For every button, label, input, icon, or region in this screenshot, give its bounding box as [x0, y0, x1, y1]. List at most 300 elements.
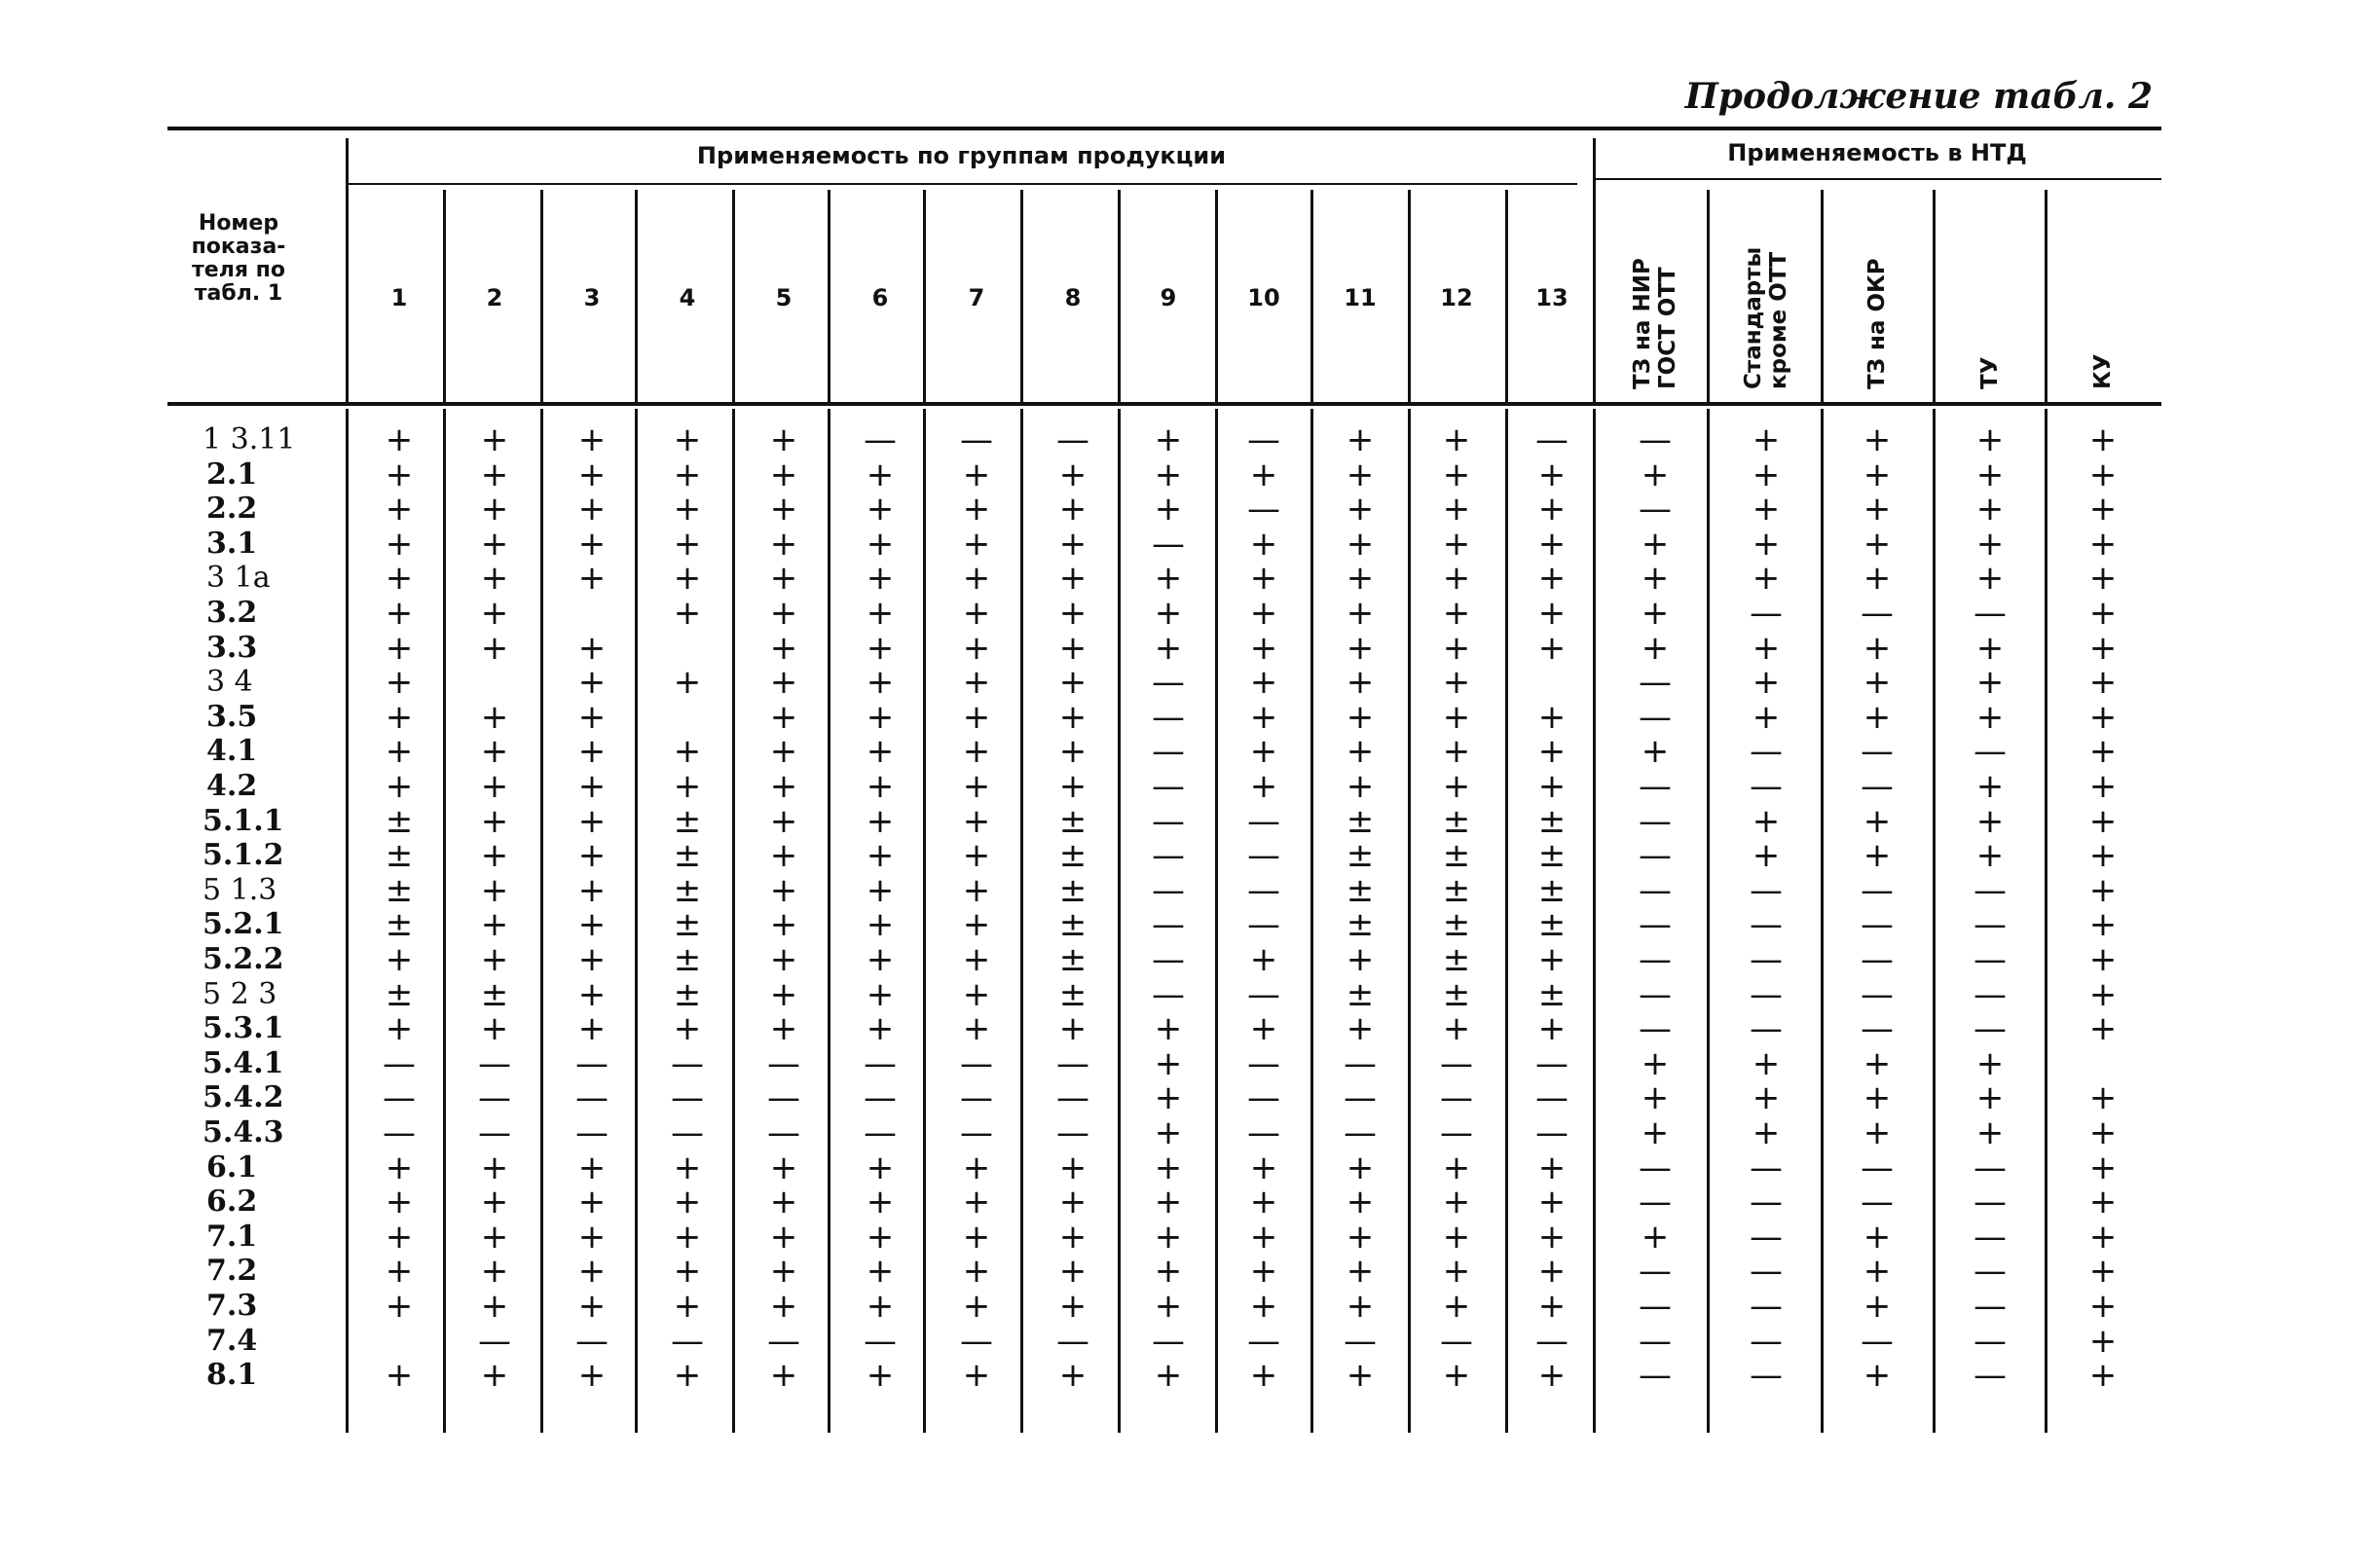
- table-cell: —: [1974, 1356, 2007, 1396]
- table-cell: +: [480, 870, 509, 910]
- row-number-header: Номер показа- теля по табл. 1: [191, 211, 286, 306]
- table-cell: +: [866, 663, 895, 703]
- column-divider-header: [1408, 190, 1411, 402]
- table-cell: +: [673, 594, 702, 633]
- table-cell: +: [1346, 1217, 1375, 1257]
- table-cell: +: [2088, 836, 2118, 876]
- table-cell: —: [1535, 1043, 1568, 1083]
- table-cell: +: [769, 1252, 798, 1292]
- table-cell: —: [1152, 524, 1185, 564]
- table-cell: ±: [673, 801, 702, 841]
- table-cell: +: [1863, 420, 1892, 459]
- table-cell: —: [1974, 1287, 2007, 1326]
- table-cell: +: [385, 594, 414, 633]
- table-cell: —: [1974, 732, 2007, 772]
- row-label: 3.3: [206, 630, 258, 665]
- table-cell: +: [1346, 767, 1375, 806]
- table-cell: +: [866, 697, 895, 737]
- table-cell: +: [962, 594, 991, 633]
- table-cell: +: [480, 801, 509, 841]
- table-cell: +: [769, 559, 798, 599]
- table-cell: —: [1247, 1321, 1280, 1361]
- table-cell: +: [962, 940, 991, 979]
- table-cell: +: [480, 1148, 509, 1187]
- table-cell: —: [1639, 1287, 1672, 1326]
- table-cell: +: [480, 1252, 509, 1292]
- ntd-column-header-line: ТЗ на НИР: [1630, 258, 1655, 389]
- table-cell: +: [2088, 663, 2118, 703]
- column-divider-body: [1593, 409, 1596, 1433]
- table-cell: +: [1863, 663, 1892, 703]
- table-cell: —: [864, 420, 897, 459]
- table-cell: +: [385, 1217, 414, 1257]
- group-applicability-title: Применяемость по группам продукции: [696, 142, 1227, 169]
- row-label: 7.4: [206, 1323, 258, 1358]
- table-cell: +: [1442, 524, 1471, 564]
- table-cell: +: [577, 974, 607, 1014]
- table-cell: +: [1249, 559, 1278, 599]
- table-cell: +: [962, 732, 991, 772]
- table-cell: +: [385, 1009, 414, 1049]
- table-cell: +: [769, 1148, 798, 1187]
- table-cell: —: [1750, 732, 1783, 772]
- table-cell: —: [1440, 1043, 1473, 1083]
- column-divider-header: [1933, 190, 1936, 402]
- table-cell: ±: [1346, 974, 1375, 1014]
- table-cell: +: [1346, 559, 1375, 599]
- table-cell: ±: [1442, 801, 1471, 841]
- table-cell: —: [1750, 1321, 1783, 1361]
- column-divider-body: [1215, 409, 1218, 1433]
- row-label: 1 3.11: [203, 422, 296, 456]
- table-cell: +: [1641, 1078, 1670, 1118]
- group-column-number: 5: [775, 284, 793, 311]
- table-cell: +: [673, 559, 702, 599]
- table-cell: +: [1346, 420, 1375, 459]
- table-cell: +: [1249, 524, 1278, 564]
- row-label: 4.1: [206, 734, 258, 769]
- table-cell: +: [1863, 1356, 1892, 1396]
- row-label: 5.1.2: [203, 838, 284, 873]
- table-cell: +: [1863, 836, 1892, 876]
- table-cell: —: [1750, 1148, 1783, 1187]
- table-cell: +: [1752, 697, 1781, 737]
- table-cell: —: [1056, 420, 1089, 459]
- table-cell: +: [1058, 732, 1088, 772]
- table-cell: +: [2088, 559, 2118, 599]
- group-column-number: 8: [1064, 284, 1082, 311]
- table-cell: +: [769, 490, 798, 529]
- table-cell: +: [1863, 1043, 1892, 1083]
- table-cell: +: [577, 697, 607, 737]
- table-cell: +: [385, 1183, 414, 1222]
- table-cell: +: [1641, 1217, 1670, 1257]
- group-column-number: 11: [1344, 284, 1377, 311]
- table-cell: +: [962, 1148, 991, 1187]
- table-cell: +: [1058, 628, 1088, 668]
- table-cell: —: [960, 1321, 993, 1361]
- column-divider-header: [1118, 190, 1121, 402]
- table-cell: +: [962, 1287, 991, 1326]
- table-cell: +: [577, 801, 607, 841]
- table-cell: +: [1442, 697, 1471, 737]
- table-cell: +: [769, 836, 798, 876]
- row-label: 5 2 3: [203, 976, 277, 1011]
- table-cell: +: [1975, 697, 2005, 737]
- table-cell: +: [1752, 801, 1781, 841]
- table-cell: +: [385, 524, 414, 564]
- ntd-header-rule: [1593, 178, 2161, 180]
- table-cell: +: [1537, 732, 1567, 772]
- column-divider-header: [540, 190, 543, 402]
- table-cell: +: [2088, 905, 2118, 945]
- table-cell: +: [577, 490, 607, 529]
- table-cell: +: [866, 732, 895, 772]
- table-cell: —: [1861, 767, 1894, 806]
- row-label: 7.1: [206, 1219, 258, 1254]
- table-cell: +: [2088, 870, 2118, 910]
- table-cell: +: [866, 628, 895, 668]
- table-cell: +: [673, 767, 702, 806]
- table-cell: —: [1152, 905, 1185, 945]
- table-cell: +: [673, 1217, 702, 1257]
- ntd-applicability-title: Применяемость в НТД: [1727, 139, 2027, 166]
- table-cell: +: [769, 1183, 798, 1222]
- table-cell: +: [962, 1217, 991, 1257]
- table-cell: +: [577, 663, 607, 703]
- table-cell: +: [2088, 1217, 2118, 1257]
- table-cell: +: [1058, 1148, 1088, 1187]
- table-cell: +: [1752, 628, 1781, 668]
- table-cell: +: [866, 801, 895, 841]
- table-cell: +: [1537, 524, 1567, 564]
- table-cell: +: [962, 490, 991, 529]
- table-cell: +: [1537, 1148, 1567, 1187]
- table-cell: +: [1058, 1217, 1088, 1257]
- table-cell: +: [577, 836, 607, 876]
- table-cell: +: [1975, 663, 2005, 703]
- table-cell: +: [673, 455, 702, 494]
- column-divider-header: [1593, 138, 1596, 402]
- group-column-number: 9: [1160, 284, 1177, 311]
- column-divider-header: [1505, 190, 1508, 402]
- table-cell: —: [864, 1321, 897, 1361]
- table-cell: —: [575, 1078, 609, 1118]
- table-cell: +: [866, 974, 895, 1014]
- table-cell: ±: [1058, 974, 1088, 1014]
- table-cell: ±: [1346, 870, 1375, 910]
- ntd-column-header-line: ГОСТ ОТТ: [1655, 267, 1680, 389]
- table-cell: +: [1442, 1356, 1471, 1396]
- table-cell: [658, 631, 717, 666]
- table-cell: +: [1154, 1356, 1183, 1396]
- table-cell: +: [480, 940, 509, 979]
- table-cell: +: [1442, 1217, 1471, 1257]
- table-cell: —: [1750, 870, 1783, 910]
- column-divider-header: [732, 190, 735, 402]
- table-cell: +: [1154, 1252, 1183, 1292]
- table-cell: +: [577, 455, 607, 494]
- table-cell: +: [866, 559, 895, 599]
- table-cell: —: [1750, 1356, 1783, 1396]
- table-cell: +: [673, 1183, 702, 1222]
- table-cell: +: [866, 490, 895, 529]
- table-cell: +: [2088, 1252, 2118, 1292]
- table-cell: ±: [673, 940, 702, 979]
- table-cell: —: [1152, 663, 1185, 703]
- table-cell: +: [1975, 490, 2005, 529]
- table-cell: +: [1154, 1113, 1183, 1152]
- table-cell: +: [1346, 1287, 1375, 1326]
- table-cell: —: [1440, 1321, 1473, 1361]
- row-label: 3 1a: [206, 561, 271, 596]
- table-cell: ±: [385, 836, 414, 876]
- table-cell: +: [385, 628, 414, 668]
- table-cell: —: [1750, 1009, 1783, 1049]
- table-cell: ±: [1442, 905, 1471, 945]
- table-cell: +: [1346, 455, 1375, 494]
- table-cell: +: [2088, 420, 2118, 459]
- table-cell: +: [1537, 455, 1567, 494]
- table-cell: +: [1346, 1356, 1375, 1396]
- table-cell: +: [1641, 1113, 1670, 1152]
- table-cell: —: [1152, 870, 1185, 910]
- table-cell: +: [1154, 1043, 1183, 1083]
- table-cell: —: [1974, 974, 2007, 1014]
- table-cell: +: [2088, 524, 2118, 564]
- table-cell: +: [1641, 524, 1670, 564]
- table-cell: +: [480, 732, 509, 772]
- table-cell: —: [671, 1043, 704, 1083]
- table-cell: +: [1641, 559, 1670, 599]
- table-cell: +: [1863, 490, 1892, 529]
- table-cell: ±: [1058, 940, 1088, 979]
- table-cell: +: [1154, 1009, 1183, 1049]
- table-cell: —: [1639, 870, 1672, 910]
- table-cell: —: [1639, 420, 1672, 459]
- table-cell: +: [1346, 1148, 1375, 1187]
- table-cell: +: [1346, 1009, 1375, 1049]
- table-cell: +: [480, 1009, 509, 1049]
- table-cell: —: [960, 1078, 993, 1118]
- table-cell: +: [1752, 559, 1781, 599]
- table-cell: +: [1752, 524, 1781, 564]
- table-cell: +: [2088, 1321, 2118, 1361]
- table-cell: +: [1752, 1043, 1781, 1083]
- ntd-column-header-line: ТЗ на ОКР: [1864, 258, 1890, 389]
- table-cell: —: [1861, 940, 1894, 979]
- table-cell: +: [1442, 1148, 1471, 1187]
- table-cell: +: [2088, 1183, 2118, 1222]
- row-label: 7.3: [206, 1289, 258, 1323]
- row-label: 3.2: [206, 596, 258, 630]
- table-cell: ±: [1537, 905, 1567, 945]
- column-divider-body: [2045, 409, 2047, 1433]
- table-cell: ±: [385, 974, 414, 1014]
- table-cell: +: [1058, 1356, 1088, 1396]
- table-cell: +: [1442, 1252, 1471, 1292]
- table-cell: +: [1537, 1252, 1567, 1292]
- table-cell: —: [1247, 1078, 1280, 1118]
- column-divider-header: [1020, 190, 1023, 402]
- table-cell: +: [577, 628, 607, 668]
- column-divider-body: [1505, 409, 1508, 1433]
- table-cell: —: [1247, 1043, 1280, 1083]
- table-cell: —: [1861, 905, 1894, 945]
- table-cell: +: [769, 628, 798, 668]
- table-cell: ±: [1442, 974, 1471, 1014]
- table-cell: +: [1641, 732, 1670, 772]
- table-cell: ±: [1058, 870, 1088, 910]
- table-cell: +: [1537, 940, 1567, 979]
- table-cell: +: [1863, 1217, 1892, 1257]
- table-cell: —: [1861, 1148, 1894, 1187]
- table-cell: +: [1975, 801, 2005, 841]
- table-cell: +: [1537, 1217, 1567, 1257]
- table-cell: ±: [480, 974, 509, 1014]
- table-cell: +: [1752, 1113, 1781, 1152]
- table-cell: +: [385, 1252, 414, 1292]
- table-cell: +: [866, 905, 895, 945]
- column-divider-body: [1933, 409, 1936, 1433]
- table-cell: +: [2088, 1078, 2118, 1118]
- table-cell: +: [577, 1148, 607, 1187]
- table-cell: —: [383, 1043, 416, 1083]
- table-cell: +: [769, 801, 798, 841]
- table-cell: +: [1442, 767, 1471, 806]
- table-cell: —: [1750, 974, 1783, 1014]
- column-divider-body: [1408, 409, 1411, 1433]
- table-cell: —: [1639, 1252, 1672, 1292]
- group-column-number: 2: [486, 284, 503, 311]
- table-cell: +: [385, 1287, 414, 1326]
- table-cell: +: [1058, 1183, 1088, 1222]
- table-cell: —: [864, 1113, 897, 1152]
- table-cell: +: [2088, 594, 2118, 633]
- table-cell: —: [1535, 1321, 1568, 1361]
- table-cell: +: [673, 732, 702, 772]
- ntd-column-header-line: Стандарты: [1741, 246, 1766, 389]
- table-cell: +: [577, 732, 607, 772]
- table-cell: ±: [673, 974, 702, 1014]
- table-cell: +: [1975, 1113, 2005, 1152]
- table-cell: +: [962, 974, 991, 1014]
- table-cell: —: [1639, 767, 1672, 806]
- column-divider-body: [346, 409, 349, 1433]
- ntd-column-header-line: кроме ОТТ: [1766, 251, 1791, 389]
- table-cell: +: [1346, 940, 1375, 979]
- table-cell: +: [673, 1009, 702, 1049]
- table-cell: +: [769, 524, 798, 564]
- table-cell: ±: [1346, 836, 1375, 876]
- table-cell: ±: [385, 870, 414, 910]
- table-cell: +: [480, 594, 509, 633]
- table-cell: —: [1152, 697, 1185, 737]
- table-cell: —: [1639, 905, 1672, 945]
- table-cell: —: [1152, 732, 1185, 772]
- table-cell: ±: [1537, 870, 1567, 910]
- table-cell: +: [1249, 732, 1278, 772]
- table-cell: [465, 665, 524, 700]
- table-cell: +: [769, 663, 798, 703]
- table-cell: +: [866, 836, 895, 876]
- table-cell: +: [1154, 490, 1183, 529]
- table-cell: +: [1058, 697, 1088, 737]
- table-cell: +: [1975, 628, 2005, 668]
- table-cell: ±: [1537, 801, 1567, 841]
- table-cell: —: [1056, 1043, 1089, 1083]
- table-cell: —: [575, 1043, 609, 1083]
- table-cell: —: [1750, 594, 1783, 633]
- table-cell: ±: [1058, 836, 1088, 876]
- table-cell: +: [1249, 628, 1278, 668]
- table-cell: +: [1537, 697, 1567, 737]
- group-column-number: 6: [871, 284, 889, 311]
- table-cell: +: [1975, 1043, 2005, 1083]
- table-cell: +: [480, 1217, 509, 1257]
- table-cell: +: [1537, 767, 1567, 806]
- table-cell: +: [1863, 455, 1892, 494]
- table-cell: +: [1058, 767, 1088, 806]
- table-cell: +: [1058, 594, 1088, 633]
- table-cell: +: [1863, 1287, 1892, 1326]
- table-cell: —: [1344, 1043, 1377, 1083]
- table-cell: +: [1752, 420, 1781, 459]
- column-divider-body: [828, 409, 830, 1433]
- table-cell: +: [1058, 1009, 1088, 1049]
- table-cell: +: [769, 420, 798, 459]
- table-cell: +: [1442, 455, 1471, 494]
- table-cell: +: [577, 1217, 607, 1257]
- table-cell: +: [962, 1183, 991, 1222]
- table-cell: +: [1975, 1078, 2005, 1118]
- table-cell: +: [962, 870, 991, 910]
- table-cell: —: [1152, 767, 1185, 806]
- header-bottom-rule: [167, 402, 2161, 406]
- table-cell: +: [1442, 1009, 1471, 1049]
- column-divider-header: [828, 190, 830, 402]
- table-cell: —: [1974, 1217, 2007, 1257]
- group-header-rule: [346, 183, 1577, 185]
- table-cell: ±: [1058, 905, 1088, 945]
- table-cell: +: [1346, 628, 1375, 668]
- table-cell: +: [1537, 594, 1567, 633]
- table-cell: [658, 700, 717, 735]
- table-cell: +: [480, 420, 509, 459]
- table-cell: —: [1639, 697, 1672, 737]
- table-cell: +: [1975, 455, 2005, 494]
- group-column-number: 10: [1247, 284, 1280, 311]
- column-divider-header: [1707, 190, 1710, 402]
- row-label: 5.4.1: [203, 1045, 284, 1080]
- table-cell: +: [1863, 559, 1892, 599]
- table-cell: —: [1639, 974, 1672, 1014]
- table-cell: —: [960, 1113, 993, 1152]
- table-cell: —: [1639, 1356, 1672, 1396]
- table-cell: +: [769, 767, 798, 806]
- table-cell: +: [1442, 559, 1471, 599]
- table-cell: —: [671, 1078, 704, 1118]
- table-cell: +: [480, 559, 509, 599]
- table-cell: +: [866, 767, 895, 806]
- table-cell: +: [866, 1252, 895, 1292]
- table-cell: +: [1154, 455, 1183, 494]
- table-cell: +: [1154, 1217, 1183, 1257]
- table-cell: +: [1249, 455, 1278, 494]
- table-cell: —: [1639, 1148, 1672, 1187]
- table-cell: ±: [1442, 940, 1471, 979]
- table-caption: Продолжение табл. 2: [1684, 76, 2153, 117]
